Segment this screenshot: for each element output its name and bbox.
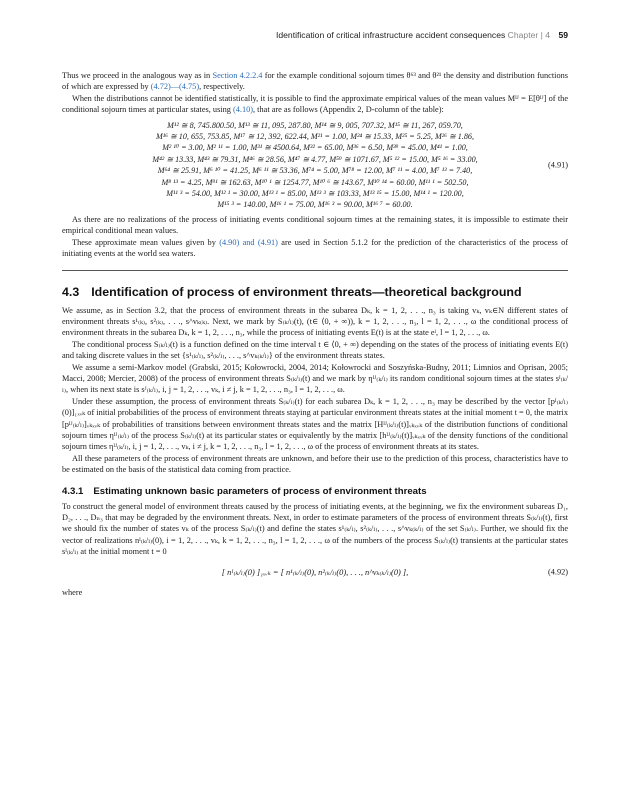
equation-line: M⁶⁴ ≅ 25.91, M⁶ ¹⁰ = 41.25, M⁶ ¹¹ ≅ 53.36, M⁷⁴ = 5.00, M⁷⁸ = 12.00, M⁷ ¹¹ = 4.00, M⁷ ¹³ = 7.40, <box>157 166 473 176</box>
section-4-3-paragraph-4: Under these assumption, the process of environment threats S₍ₖ/ₗ₎(t) for each subarea Dₖ, k = 1, 2, . . ., n₃ may be described by the vector [pᴵ₍ₖ/ₗ₎(0)]₁ₓᵥₖ of initial probabilities of the process of environment threats staying at particular environment threats states at the initial moment t = 0, the matrix [pᴵᴶ₍ₖ/ₗ₎]ᵥₖₓᵥₖ of probabilities of transitions between environment threats states and the matrix [Hᴵᴶ₍ₖ/ₗ₎(t)]ᵥₖₓᵥₖ of the distribution functions of conditional sojourn times ηᴵᴶ₍ₖ/ₗ₎ of the process S₍ₖ/ₗ₎(t) at its particular states or equivalently by the matrix [hᴵᴶ₍ₖ/ₗ₎(t)]ᵥₖₓᵥₖ of the density functions of the conditional sojourn times ηᴵᴶ₍ₖ/ₗ₎, i, j = 1, 2, . . ., vₖ, i ≠ j, k = 1, 2, . . ., n₃, l = 1, 2, . . ., ω of the process of environment threats at its states. <box>62 396 568 452</box>
section-divider <box>62 270 568 271</box>
section-heading-4-3: 4.3 Identification of process of environment threats—theoretical background <box>62 284 522 299</box>
equation-4-92 <box>62 567 568 577</box>
intro-paragraph-1: Thus we proceed in the analogous way as in Section 4.2.2.4 for the example conditional sojourn times θ⁶³ and θ²¹ the density and distribution functions of which are expressed by (4.72)—(4.75), respectively. <box>62 71 568 92</box>
header-title: Identification of critical infrastructure accident consequences <box>275 30 506 40</box>
equation-link[interactable]: (4.72)—(4.75) <box>150 82 200 92</box>
equation-number: (4.91) <box>547 160 568 170</box>
paragraph-mean-values: These approximate mean values given by (4.90) and (4.91) are used in Section 5.1.2 for the prediction of the characteristics of the process of initiating events at the world sea waters. <box>62 237 569 259</box>
running-header <box>62 30 568 40</box>
equation-line: M⁴² ≅ 13.33, M⁴³ ≅ 79.31, M⁴⁶ ≅ 28.56, M⁴⁷ ≅ 4.77, M⁵⁹ ≅ 1071.67, M⁵ ¹² = 15.00, M⁵ ¹⁶ = 33.00, <box>152 154 478 164</box>
section-4-3-1-paragraph-1: To construct the general model of environment threats caused by the process of initiating events, at the beginning, we fix the environment subareas D₁, D₂, . . ., Dₙ₃ that may be degraded by the environment threats. Next, in order to estimate parameters of the process of environment threats S₍ₖ/ₗ₎(t), first we should fix the number of states vₖ of the process S₍ₖ/ₗ₎(t) and define the states s¹₍ₖ/ₗ₎, s²₍ₖ/ₗ₎, . . ., s^vₖ₍ₖ/ₗ₎ of the set S₍ₖ/ₗ₎. Further, we should fix the vector of realizations nᴵ₍ₖ/ₗ₎(0), i = 1, 2, . . ., vₖ, k = 1, 2, . . ., n₃, l = 1, 2, . . ., ω of the numbers of the process S₍ₖ/ₗ₎(t) transients at the particular states sᴵ₍ₖ/ₗ₎ at the initial moment t = 0 <box>62 501 568 557</box>
equation-line: M¹¹ ³ = 54.00, M¹² ¹ = 30.00, M¹³ ¹ = 85.00, M¹³ ³ ≅ 103.33, M¹³ ¹⁵ = 15.00, M¹⁴ ¹ = 120.00, <box>166 189 464 199</box>
equation-number: (4.92) <box>547 567 568 577</box>
section-4-3-paragraph-5: All these parameters of the process of environment threats are unknown, and before their use to the prediction of this process, characteristics have to be estimated on the basis of the statistical data coming from practice. <box>62 453 568 475</box>
intro-paragraph-2: When the distributions cannot be identified statistically, it is possible to find the approximate empirical values of the mean values Mᴵᴶ = E[θᴵᴶ] of the conditional sojourn times at particular states, using (4.10), that are as follows (Appendix 2, D-column of the table): <box>62 93 568 115</box>
equation-link-490-491[interactable]: (4.90) and (4.91) <box>219 237 278 247</box>
page-number: 59 <box>558 30 568 40</box>
page <box>62 30 568 597</box>
equation-line: M² ¹⁰ = 3.00, M² ¹¹ = 1.00, M³¹ ≅ 4500.64, M³² = 65.00, M³⁶ = 6.50, M³⁹ = 45.00, M⁴¹ = 1.00, <box>162 143 468 153</box>
equation-line: M¹² ≅ 8, 745.800.50, M¹³ ≅ 11, 095, 287.80, M¹⁴ ≅ 9, 005, 707.32, M¹⁵ ≅ 11, 267, 059.70, <box>167 120 463 130</box>
paragraph-no-realizations: As there are no realizations of the process of initiating events conditional sojourn times at the remaining states, it is impossible to estimate their empirical conditional mean values. <box>62 214 568 236</box>
section-heading-4-3-1: 4.3.1 Estimating unknown basic parameters of process of environment threats <box>62 485 427 497</box>
equation-line: M¹⁵ ³ = 140.00, M¹⁶ ¹ = 75.00, M¹⁶ ³ = 90.00, M¹⁶ ⁷ = 60.00. <box>217 200 413 210</box>
equation-line: M¹⁶ ≅ 10, 655, 753.85, M¹⁷ ≅ 12, 392, 622.44, M²¹ = 1.00, M²⁴ ≅ 15.33, M²⁵ = 5.25, M²⁶ ≅ 1.86, <box>156 132 474 142</box>
section-4-3-paragraph-3: We assume a semi-Markov model (Grabski, 2015; Kołowrocki, 2004, 2014; Kołowrocki and Soszyńska-Budny, 2011; Limnios and Oprisan, 2005; Macci, 2008; Mercier, 2008) of the process of environment threats S₍ₖ/ₗ₎(t) and we mark by ηᴵᴶ₍ₖ/ₗ₎ its random conditional sojourn times at the states sᴵ₍ₖ/ₗ₎, when its next state is sᴶ₍ₖ/ₗ₎, i, j = 1, 2, . . ., vₖ, i ≠ j, k = 1, 2, . . ., n₃, l = 1, 2, . . ., ω. <box>62 362 568 395</box>
equation-link-410[interactable]: (4.10) <box>232 105 254 115</box>
equation-body: [ nᴵ₍ₖ/ₗ₎(0) ]₁ₓᵥₖ = [ n¹₍ₖ/ₗ₎(0), n²₍ₖ/ₗ₎(0), . . ., n^vₖ₍ₖ/ₗ₎(0) ], <box>221 567 409 577</box>
equation-4-91 <box>62 120 568 211</box>
section-link[interactable]: Section 4.2.2.4 <box>212 71 263 80</box>
section-4-3-paragraph-1: We assume, as in Section 3.2, that the process of environment threats in the subarea Dₖ, k = 1, 2, . . ., n₃ is taking vₖ, vₖ∈N different states of environment threats s¹₍ₖ₎, s²₍ₖ₎, . . ., s^vₖ₍ₖ₎. Next, we mark by S₍ₖ/ₗ₎(t), (t∈ ⟨0, + ∞)), k = 1, 2, . . ., n₃, l = 1, 2, . . ., ω the conditional process of environment threats in the subarea Dₖ, k = 1, 2, . . ., n₃, while the process of initiating events E(t) is at the state eˡ, l = 1, 2, . . ., ω. <box>62 305 568 338</box>
equation-line: M⁸ ¹³ = 4.25, M⁹¹ ≅ 162.63, M¹⁰ ¹ ≅ 1254.77, M¹⁰ ⁶ ≅ 143.67, M¹⁰ ¹⁴ = 60.00, M¹¹ ¹ = 502.50, <box>161 177 469 187</box>
header-chapter: Chapter | 4 <box>507 30 551 40</box>
section-4-3-paragraph-2: The conditional process S₍ₖ/ₗ₎(t) is a function defined on the time interval t ∈ ⟨0, + ∞) depending on the states of the process of initiating events E(t) and taking discrete values in the set {s¹₍ₖ/ₗ₎, s²₍ₖ/ₗ₎, . . ., s^vₖ₍ₖ/ₗ₎} of the environment threats states. <box>62 339 568 361</box>
where-label: where <box>62 587 83 597</box>
